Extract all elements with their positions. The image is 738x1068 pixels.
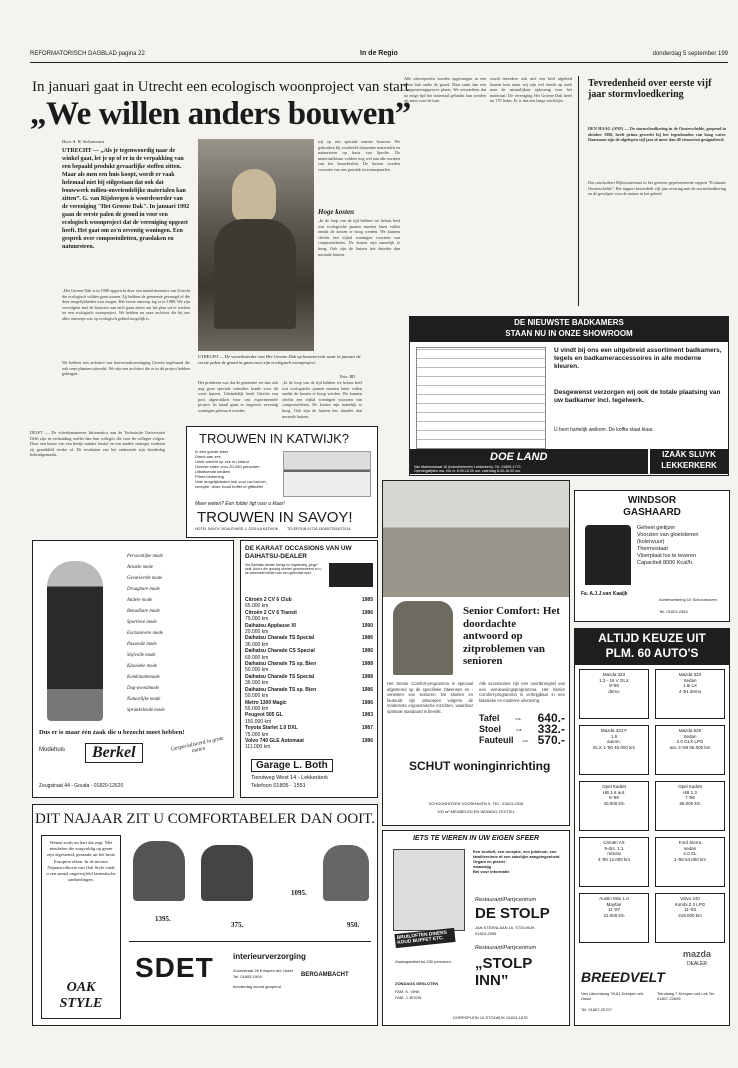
badkamer-bullet-2: Desgewenst verzorgen wij ook de totale plaatsing van uw badkamer incl. tegelwerk. xyxy=(554,389,721,404)
stolp-r2-address: DORPSPLEIN 10 STOLWIJK 01824-1675 xyxy=(453,1015,528,1020)
occasion-km: 36.000 km xyxy=(245,641,269,648)
occasions-ad xyxy=(240,540,378,798)
occasion-year: 1985 xyxy=(361,597,373,603)
car-listing xyxy=(579,893,649,943)
occasion-name: Daihatsu Charade TS Special xyxy=(245,673,315,680)
car-line1: Mazda 626 xyxy=(678,728,702,733)
senior-price-list xyxy=(479,713,565,746)
car-line3: 11-'83 xyxy=(683,907,697,912)
windsor-ad xyxy=(574,490,730,622)
fashion-item: Sportieve mode xyxy=(127,620,157,625)
najaar-price-3: 1095. xyxy=(291,889,307,897)
occasion-km: 36.000 km xyxy=(245,680,269,687)
delft-article: DELFT — De scheidsmanieren Informatica aan de Technische Universiteit Delft zijn in verhouding sneller dan hun collega's die voor de colleges volgen. Door een keuze van een beetje minder lesstof en een andere strategie studeren zij gemiddeld eerder af. De resultaten van het onderzoek zijn donderdag bekendgemaakt. xyxy=(30,430,165,458)
schut-address: SCHOONHOVEN VOORHAVEN 9, TEL. 01823-2516 xyxy=(428,801,524,806)
sidebar-lead: DEN HAAG (ANP) — De stormvloedkering in de Oosterschelde, geopend in oktober 1986, heeft prima gewerkt bij het tegenhouden van hoog water. Daarnaast zijn de afgelopen vijf jaar al meer dan 40 vissoorten gesignaleerd. xyxy=(588,126,726,143)
occasion-name: Daihatsu Charade TS sp. Bien xyxy=(245,686,317,693)
car-listing xyxy=(655,837,725,887)
autos-title-2: PLM. 60 AUTO'S xyxy=(605,646,699,660)
car-line1: Volvo 240 xyxy=(680,896,700,901)
trouwen-big: TROUWEN IN SAVOY! xyxy=(197,509,353,526)
fashion-slogan: Dus er is maar één zaak die u bezocht moet hebben! xyxy=(39,729,185,736)
autos-dealer-label: DEALER xyxy=(687,961,708,967)
sdet-phone: Tel. 01805-1909 xyxy=(233,974,262,979)
armchair-1 xyxy=(133,841,185,901)
car-line4: GLX 1-'90 40.000 km xyxy=(592,744,636,750)
article-col5: wordt meerdere ook niet een heel afgeleed houten huis maar wij zijn wel steeds op zoek naar de natuurlijkste oplossing voor het materiaal. De vereniging Het Groene Dak heeft nu 170 leden. Er is dus een lange wachtlijst. xyxy=(490,76,572,104)
car-listing xyxy=(655,893,725,943)
occasion-name: Citroën 2 CV 6 Club xyxy=(245,597,292,603)
occasion-name: Daihatsu Applause XI xyxy=(245,622,296,629)
car-line3: 11-'87 xyxy=(607,907,621,912)
senior-title: Senior Comfort: Het doordachte antwoord op zitproblemen van senioren xyxy=(463,605,560,667)
occasion-year: 1986 xyxy=(361,737,373,744)
stolp-line: maaswijg xyxy=(473,864,492,869)
occasion-km: 50.000 km xyxy=(245,667,269,674)
stolp-r2-name: „STOLP INN” xyxy=(475,955,532,989)
fashion-badge: Gespecialiseerd in grote maten xyxy=(170,735,225,755)
badkamer-address: Van Markenstraat 16 (industrieterrein Lekkerkerk). Tel. 01805-1773 xyxy=(414,465,521,469)
occasion-year: 1986 xyxy=(361,635,373,642)
car-line1: Citroën AX xyxy=(603,840,625,845)
fashion-item: Betaalbare mode xyxy=(127,609,160,614)
car-listing xyxy=(579,669,649,719)
armchair-2 xyxy=(201,845,253,901)
badkamer-sluyk xyxy=(650,449,728,474)
occasion-km: 79.000 km xyxy=(245,616,269,623)
autos-ad xyxy=(574,628,730,1026)
fashion-item: Gevarieerde mode xyxy=(127,576,163,581)
badkamer-right-1: IZAÄK SLUYK xyxy=(662,450,716,459)
garage-address: Tiendweg West 14 - Lekkerkerk xyxy=(251,775,329,781)
garage-logo: Garage L. Both xyxy=(251,759,333,772)
trouwen-item: Vele mogelijkheden ook voor uw brunch, receptie, diner, koud buffet of giftbuffet xyxy=(195,479,267,489)
fashion-item: Sprankelende mode xyxy=(127,708,165,713)
occasion-year: 1986 xyxy=(361,648,373,655)
windsor-feature: Vloerplaat los te leveren xyxy=(637,553,697,559)
autos-title-1: ALTIJD KEUZE UIT xyxy=(598,631,706,645)
fashion-item: Natuurlijke mode xyxy=(127,697,161,702)
trouwen-item: Uitstekende keuken xyxy=(195,469,231,474)
price-value: 640.- xyxy=(537,711,565,725)
stolp-owner-2: FAM. J. BOON xyxy=(395,995,422,1000)
occasion-year: 1983 xyxy=(361,712,373,719)
trouwen-ad xyxy=(186,426,378,538)
fashion-item: Kombinatiemode xyxy=(127,675,160,680)
fashion-item: Dag-avondmode xyxy=(127,686,159,691)
occasion-year: 1987 xyxy=(361,725,373,732)
person-head xyxy=(232,169,276,223)
occasion-name: Peugeot 505 GL xyxy=(245,712,283,719)
car-line4: 4-'90 12.000 km xyxy=(597,856,631,862)
fashion-item: Exclusievere mode xyxy=(127,631,163,636)
price-prefix: v.a. xyxy=(516,727,523,732)
sidebar-body: Dat concludeert Rijkswaterstaat in het gisteren gepresenteerde rapport "Evaluatie Oosterschelde". Het rapport beoordeelt vijf jaar ervaring met de stormvloedkering en de gevolgen voor de natuur in het gebied. xyxy=(588,180,726,197)
fashion-item: Draagbare mode xyxy=(127,587,160,592)
model-illustration xyxy=(47,561,103,721)
article-col3: wij op een speciale manier bouwen. We gebruiken bij voorbeeld duurzame materialen en natuursteen op basis van lijnolie. De materiaalkeuze voldoet nog wel aan alle normen van het bouwbesluit. De huizen worden voorzien van een grasdak en zonnepanelen. xyxy=(318,139,400,172)
article-lead: UTRECHT — „Als je tegenwoordig naar de winkel gaat, let je op of er in de verpakking van een bepaald produkt gevaarlijke stoffen zitten. Maar als men een huis koopt, wordt er vaak helemaal niet bij stilgestaan dat ook dat bouwwerk milieu-onvriendelijke materialen kan zitten”. G. van Rijsbergen is woordvoerder van de vereniging "Het Groene Dak". In januari 1992 gaan de eerste palen de grond in voor een ecologisch woonproject dat de vereniging opgezet heeft. Het gaat om zo'n zeventig woningen. Een gesprek over compostoiletten, grasdaken en natuursteen. xyxy=(62,148,190,250)
stolp-r1-label: Restaurant/Partycentrum xyxy=(475,897,537,903)
price-row xyxy=(479,735,565,746)
car-line4: 68.000 km xyxy=(679,800,701,806)
senior-body: Het Senior Comfort-programma is speciaal afgestemd op de specifieke zitwensen en -vereisten van senioren. De stoelen en fauteuils zijn ontworpen volgens de modernste ergonomische inzichten, waardoor optimale standaard is bereikt. xyxy=(387,681,473,714)
article-col2: Het probleem was dat de gemeente we dan ook nog geen speciale subsidies kende voor dit soort huizen. Uiteindelijk heeft Utrecht een post afgetrokken voor ons experimentele project. In totaal gaan er ongeveer zeventig woningen gebouwd worden. xyxy=(198,380,278,413)
trouwen-hotel: HOTEL SAVOY, BOULEVARD 1, 2225 AA KATWIJK xyxy=(195,527,279,531)
stolp-owner-1: FAM. K. VINK xyxy=(395,989,420,994)
najaar-price-2: 375. xyxy=(231,921,244,929)
car-listing xyxy=(579,837,649,887)
article-col3b: „In de loop van de tijd hebben we helaas heel wat ecologische punten moeten laten vallen omdat de kosten te hoog werden. We kunnen slechts een vijftal woningen voorzien van compostoiletten. De kosten zijn namelijk te hoog. Ook zijn de huizen iets duurder dan normale huizen. xyxy=(318,218,400,257)
autos-banner xyxy=(575,629,729,665)
occasion-year: 1986 xyxy=(361,699,373,706)
najaar-sidebox xyxy=(41,835,121,1019)
stolp-line: Bel voor informatie xyxy=(473,869,510,874)
najaar-price-1: 1395. xyxy=(155,915,171,923)
occasion-km: 50.000 km xyxy=(245,693,269,700)
fashion-item: Actuele mode xyxy=(127,565,153,570)
stolp-r1-address: JAN STEENLAAN 16, STOLWIJK xyxy=(475,925,535,930)
occasion-km: 111.000 km xyxy=(245,744,271,751)
occasion-name: Daihatsu Charade TS Special xyxy=(245,635,315,642)
car-line1: Mazda 323 xyxy=(678,672,702,677)
najaar-intro: Wenen zoals nu hart dat zegt. Met meubelen die zorgvuldig op genre zijn afgestemd, gemaakt uit het beste Europese eiken. In de nieuwe Najaarscollectie van Oak Style vindt u een aantal ongetwijfeld fantastische aanbiedingen. xyxy=(46,840,116,883)
car-line3: 6-'89 xyxy=(609,795,619,800)
trouwen-item: In een goede sfeer xyxy=(195,449,229,454)
occasion-km: 150.000 km xyxy=(245,718,272,725)
car-line1: Ford Sierra xyxy=(678,840,702,845)
photo-caption: UTRECHT — De woordvoerder van Het Groene Dak op bouwterrein waar in januari de eerste palen de grond in gaan voor zijn ecologisch woonproject. xyxy=(198,354,361,365)
occasion-km: 75.000 km xyxy=(245,731,269,738)
stolp-ad xyxy=(382,830,570,1026)
occasion-name: Daihatsu Charade TS sp. Bien xyxy=(245,661,317,668)
senior-photo xyxy=(383,481,569,597)
car-line3: 1.6i LX xyxy=(682,683,697,688)
car-line1: Opel Kadett xyxy=(678,784,702,789)
car-line2: HB 1.3 xyxy=(683,789,697,795)
car-line2: Sedan xyxy=(683,733,697,739)
car-line3: autom. xyxy=(607,739,621,744)
car-listing xyxy=(579,781,649,831)
badkamer-right-2: LEKKERKERK xyxy=(661,461,717,470)
fashion-item: Persoonlijke mode xyxy=(127,554,163,559)
car-line2: HB 1.6 aut. xyxy=(602,789,626,795)
header-section: In de Regio xyxy=(360,50,398,57)
car-line1: Mazda 323 xyxy=(602,672,626,677)
occasions-list xyxy=(245,597,373,751)
fashion-list xyxy=(127,551,227,716)
car-line3: 7-'86 xyxy=(685,795,695,800)
badkamer-title-2: STAAN NU IN ONZE SHOWROOM xyxy=(505,329,633,338)
car-line1: Austin Mini 1.0 xyxy=(599,896,629,901)
price-prefix: v.a. xyxy=(522,738,529,743)
windsor-phone: Tel. 01823-2364 xyxy=(659,609,688,614)
car-line3: 9-'89 xyxy=(609,683,619,688)
price-label: Fauteuil xyxy=(479,735,514,745)
car-line2: 5-drs. 1.1 xyxy=(604,845,624,851)
person-body xyxy=(214,219,296,329)
car-line4: 4-'91 demo xyxy=(678,688,702,694)
trouwen-cta: Meer weten? Een folder ligt voor u klaar! xyxy=(195,501,285,507)
car-line2: sedan xyxy=(683,845,697,851)
car-line1: Opel Kadett xyxy=(602,784,626,789)
badkamer-title-1: DE NIEUWSTE BADKAMERS xyxy=(514,318,624,327)
fashion-item: Andere mode xyxy=(127,598,153,603)
windsor-feature: Capaciteit 8000 Kcal/h. xyxy=(637,560,694,566)
occasion-name: Citroën 2 CV 6 Transit xyxy=(245,609,297,616)
occasion-name: Daihatsu Charade CS Special xyxy=(245,648,315,655)
trouwen-title: TROUWEN IN KATWIJK? xyxy=(199,431,349,446)
car-line2: 1.3 - 16 V GLX xyxy=(599,677,629,683)
sdet-sub: interieurverzorging xyxy=(233,952,306,961)
stove-illustration xyxy=(585,525,631,585)
windsor-dealer: Fa. A.J.J.van Kaaijk xyxy=(581,591,628,597)
car-listing xyxy=(655,781,725,831)
occasion-year: 1986 xyxy=(361,609,373,616)
breedvelt-address: Van Utrechtweg 78-81 Krimpen a/d IJssel xyxy=(581,991,644,1001)
windsor-feature: Geheel gietijzer xyxy=(637,525,676,531)
badkamer-ad xyxy=(409,316,729,476)
stolp-r1-phone: 01824-2595 xyxy=(475,931,497,936)
stolp-lines xyxy=(473,849,565,874)
sdet-block xyxy=(129,941,371,1020)
schut-logo: SCHUT woninginrichting xyxy=(409,759,551,773)
trouwen-item: Diverse zalen voor 20-250 personen xyxy=(195,464,260,469)
trouwen-item: Unek uitzicht op zee en strand xyxy=(195,459,249,464)
article-subhead: Hoge kosten xyxy=(318,208,354,216)
najaar-title: DIT NAJAAR ZIT U COMFORTABELER DAN OOIT. xyxy=(35,811,375,827)
breedvelt-logo: BREEDVELT xyxy=(581,969,665,985)
occasion-km: 65.000 km xyxy=(245,603,269,610)
najaar-ad xyxy=(32,804,378,1026)
occasion-name: Metro 1300 Magic xyxy=(245,699,287,706)
article-photo xyxy=(198,139,314,351)
header-left: REFORMATORISCH DAGBLAD pagina 22 xyxy=(30,51,145,57)
header-date: donderdag 5 september 199 xyxy=(652,51,728,57)
armchair-3 xyxy=(323,845,369,901)
price-value: 570.- xyxy=(537,733,565,747)
fashion-item: Klassieke mode xyxy=(127,664,157,669)
price-label: Stoel xyxy=(479,724,502,734)
car-line3: 2.0 GLX LPG xyxy=(676,739,704,744)
car-line4: 40.000 km xyxy=(603,800,625,806)
badkamer-illustration xyxy=(416,347,546,449)
article-col2b: „In de loop van de tijd hebben we helaas heel wat ecologische punten moeten laten vallen omdat de kosten te hoog werden. We kunnen slechts een vijftal woningen voorzien van compostoiletten. De kosten zijn namelijk te hoog. Ook zijn de huizen iets duurder dan normale huizen. xyxy=(282,380,362,419)
badkamer-bullet-3: U bent hartelijk welkom. De koffie staat klaar. xyxy=(554,427,654,433)
fashion-item: Passende mode xyxy=(127,642,157,647)
car-line2: 1.6 xyxy=(610,733,618,739)
page-header xyxy=(30,48,728,63)
fashion-brand-logo: Berkel xyxy=(85,743,143,763)
badkamer-bullet-1: U vindt bij ons een uitgebreid assortiment badkamers, tegels en badkameraccessoires in alle moderne kleuren. xyxy=(554,347,722,370)
windsor-title-1: WINDSOR xyxy=(627,495,677,506)
stolp-r1-name: DE STOLP xyxy=(475,905,550,922)
occasions-intro: Uw Daihatsu-dealer brengt nu regelmatig „jonge" stuff. Auto's die grondig worden gecontroleerd en u de zekerheid bieden van een gebruikte auto. xyxy=(245,563,322,575)
car-line4: 22.000 km xyxy=(603,912,625,918)
sdet-extra: BERGAMBACHT xyxy=(301,972,349,978)
article-col1: „Het Groene Dak is in 1988 opgericht door een aantal inwoners van Utrecht die ecologisch wilden gaan wonen. Zij hebben de gemeente gevraagd of die deze mogelijkheden wou zorgen. Het eerste ontwerp lag er in 1989. We zijn vervolgens met de bouwers aan tafel gaan zitten om het plan uit te werken tot een ecologisch woonproject. We hebben nu onze architect die bij ons alles ontwerpt wat op ecologisch gebied mogelijk is. xyxy=(62,288,190,321)
car-line3: 2.0 CL xyxy=(683,851,697,856)
garage-phone: Telefoon 01805 - 1551 xyxy=(251,783,306,789)
badkamer-hours: Openingstijden ma. t/m vr. 8.00-18.00 uur, zaterdag 8.00-16.00 uur xyxy=(414,469,521,473)
sdet-logo: SDET xyxy=(135,952,214,983)
senior-body2: Alle accessoires zijn een voortbrengsel van een vernieuwingsprogramma. Het Senior Comfort-programma is verkrijgbaar in een klassieke en moderne uitvoering. xyxy=(479,681,565,703)
fashion-ad xyxy=(32,540,234,798)
hotel-illustration xyxy=(283,451,371,497)
trouwen-item: Prima bediening xyxy=(195,474,224,479)
trouwen-phone: TELEFOON 01718-15045/72518/73134 xyxy=(287,527,351,531)
occasion-name: Volvo 740 GLE Automaat xyxy=(245,737,304,744)
car-line4: demo xyxy=(608,688,620,694)
najaar-price-4: 950. xyxy=(347,921,360,929)
car-line4: 219.000 km xyxy=(678,912,702,918)
windsor-feature: Voorzien van gloeistenen (kolenvuur) xyxy=(637,532,699,545)
stolp-badge-2: Zaalcapaciteit tot 250 personen xyxy=(395,959,451,964)
mazda-logo: mazda xyxy=(683,949,712,959)
fashion-item: Stijlvolle mode xyxy=(127,653,156,658)
car-line4: 1-'88 54.000 km xyxy=(673,856,707,862)
stolp-illustration xyxy=(393,849,465,931)
sdet-note: donderdag avond geopend xyxy=(233,984,281,989)
badkamer-brand: DOE LAND xyxy=(490,451,548,463)
karaat-logo xyxy=(329,563,373,587)
schut-extra: 100 m² MEUBELEN EN WONING-TEXTIEL xyxy=(437,809,515,814)
car-line2: Sedan xyxy=(683,677,697,683)
breedvelt-hours: Tiendweg 7 Krimpen a/d Lek Tel. 01807-22606 xyxy=(657,991,716,1001)
trouwen-list xyxy=(195,449,279,489)
car-line3: mistral xyxy=(607,851,621,856)
occasion-year: 1986 xyxy=(361,686,373,693)
car-line2: Mayfair xyxy=(606,901,622,907)
badkamer-banner xyxy=(410,317,728,342)
fashion-modehuis: Modehuis xyxy=(39,747,66,753)
sidebar-title: Tevredenheid over eerste vijf jaar stormvloedkering xyxy=(588,78,712,100)
article-kicker: In januari gaat in Utrecht een ecologisch woonproject van start xyxy=(32,79,409,95)
breedvelt-phone: Tel. 01807-20707 xyxy=(581,1007,612,1012)
stolp-badge: BRUILOFTEN DINERS KOUD BUFFET ETC. xyxy=(394,928,455,948)
article-col1b: We hebben een architect van bouwfondsvereniging Utrecht ingehuurd die ook onze plannen uitwerkt. We zijn een architect die er in dit project hebben gekregen. xyxy=(62,360,190,377)
badkamer-footer xyxy=(410,449,648,474)
occasion-year: 1988 xyxy=(361,661,373,668)
windsor-title-2: GASHAARD xyxy=(623,507,681,518)
oak-style-logo: OAK STYLE xyxy=(59,980,103,1011)
photo-credit: Foto: RD xyxy=(340,374,356,379)
occasion-year: 1988 xyxy=(361,673,373,680)
stolp-line: Een bruiloft, een receptie, een jubileum, een familiereünie of een zakelijke aangelegenheid xyxy=(473,849,560,859)
windsor-feature: Thermostaat xyxy=(637,546,668,552)
car-listing xyxy=(655,669,725,719)
stolp-line: Organi en plezier xyxy=(473,859,506,864)
occasions-title: DE KARAAT OCCASIONS VAN UW DAIHATSU-DEALER xyxy=(245,545,352,560)
stolp-r2-label: Restaurant/Partycentrum xyxy=(475,945,537,951)
article-col4: Alle uitwerpselen worden opgevangen in een groot bak onder de grond. Daar raakt dan een composteringsproces plaats. We verwachten dat na enige tijd het materiaal gebruikt kan worden als mest voor de tuin. xyxy=(404,76,486,104)
article-headline: „We willen anders bouwen” xyxy=(30,96,411,132)
windsor-features xyxy=(637,525,725,567)
car-line2: Kombi 2.3 LPG xyxy=(674,901,706,907)
car-line1: Mazda 323 F xyxy=(600,728,628,733)
stolp-title: IETS TE VIEREN IN UW EIGEN SFEER xyxy=(412,835,540,842)
car-listing xyxy=(579,725,649,775)
sdet-address: Zoomstraat 26 Krimpen a/d IJssel xyxy=(233,968,293,973)
trouwen-item: Direct aan zee xyxy=(195,454,221,459)
occasion-km: 20.000 km xyxy=(245,629,269,636)
car-listing xyxy=(655,725,725,775)
column-rule xyxy=(578,76,579,306)
article-byline: Door A. W. Schouwstra xyxy=(62,139,105,144)
occasion-year: 1990 xyxy=(361,622,373,629)
price-prefix: v.a. xyxy=(515,716,522,721)
car-line4: aut. 4-'88 55.000 km xyxy=(669,744,711,750)
price-label: Tafel xyxy=(479,713,500,723)
stolp-closed: ZONDAGS GESLOTEN xyxy=(395,981,439,986)
occasion-km: 55.000 km xyxy=(245,705,269,712)
occasion-name: Toyota Starlet 1.0 DXL xyxy=(245,725,298,732)
senior-ad xyxy=(382,480,570,826)
price-value: 332.- xyxy=(537,722,565,736)
occasion-km: 69.000 km xyxy=(245,654,269,661)
windsor-address: Achterwetering 10 Schoonhoven xyxy=(659,597,717,602)
chair-illustration xyxy=(393,601,453,675)
fashion-address: Zeugstraat 44 - Gouda - 01820-12620 xyxy=(39,783,124,789)
